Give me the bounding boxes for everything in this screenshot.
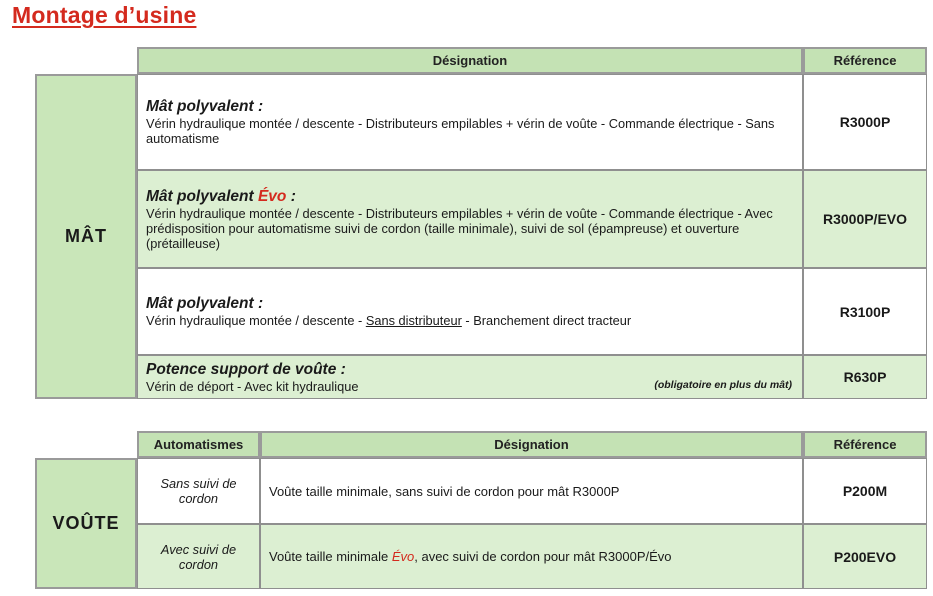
section-label-mat: MÂT bbox=[35, 74, 137, 399]
row-description: Vérin hydraulique montée / descente - Sans distributeur - Branchement direct tracteur bbox=[146, 313, 632, 328]
table-row-r630p bbox=[137, 355, 803, 399]
row-note: (obligatoire en plus du mât) bbox=[654, 379, 792, 391]
evo-label: Évo bbox=[391, 549, 415, 564]
table-row-p200evo: Voûte taille minimale Évo, avec suivi de cordon pour mât R3000P/Évo bbox=[260, 524, 803, 589]
section-label-voute: VOÛTE bbox=[35, 458, 137, 589]
reference-cell: R630P bbox=[803, 355, 927, 399]
header-automatismes: Automatismes bbox=[137, 431, 260, 458]
reference-cell: R3100P bbox=[803, 268, 927, 355]
header-reference: Référence bbox=[803, 431, 927, 458]
reference-cell: R3000P bbox=[803, 74, 927, 170]
evo-label: Évo bbox=[257, 187, 287, 205]
row-description: Vérin hydraulique montée / descente - Distributeurs empilables + vérin de voûte - Commande électrique - Sans automatisme bbox=[146, 116, 775, 146]
automatisme-cell: Avec suivi de cordon bbox=[137, 524, 260, 589]
row-description: Vérin hydraulique montée / descente - Distributeurs empilables + vérin de voûte - Commande électrique - Avec prédisposition pour automatisme suivi de cordon (taille minimale), suivi de sol (épampreuse) et ouverture (prétailleuse) bbox=[146, 205, 773, 251]
row-title: Potence support de voûte : bbox=[146, 360, 346, 378]
automatisme-cell: Sans suivi de cordon bbox=[137, 458, 260, 524]
row-title: Mât polyvalent : bbox=[146, 98, 264, 115]
row-title: Mât polyvalent : bbox=[146, 295, 264, 312]
header-designation: Désignation bbox=[260, 431, 803, 458]
table-row-p200m: Voûte taille minimale, sans suivi de cordon pour mât R3000P bbox=[260, 458, 803, 524]
table-row-r3000p bbox=[137, 74, 803, 170]
reference-cell: P200EVO bbox=[803, 524, 927, 589]
page-title: Montage d’usine bbox=[12, 2, 197, 28]
underlined-text: Sans distributeur bbox=[365, 313, 462, 328]
reference-cell: P200M bbox=[803, 458, 927, 524]
table-row-r3100p bbox=[137, 268, 803, 355]
row-description: Vérin de déport - Avec kit hydraulique bbox=[146, 378, 359, 394]
header-designation: Désignation bbox=[137, 47, 803, 74]
header-reference: Référence bbox=[803, 47, 927, 74]
reference-cell: R3000P/EVO bbox=[803, 170, 927, 268]
table-row-r3000p-evo bbox=[137, 170, 803, 268]
row-title: Mât polyvalent Évo : bbox=[146, 187, 296, 205]
